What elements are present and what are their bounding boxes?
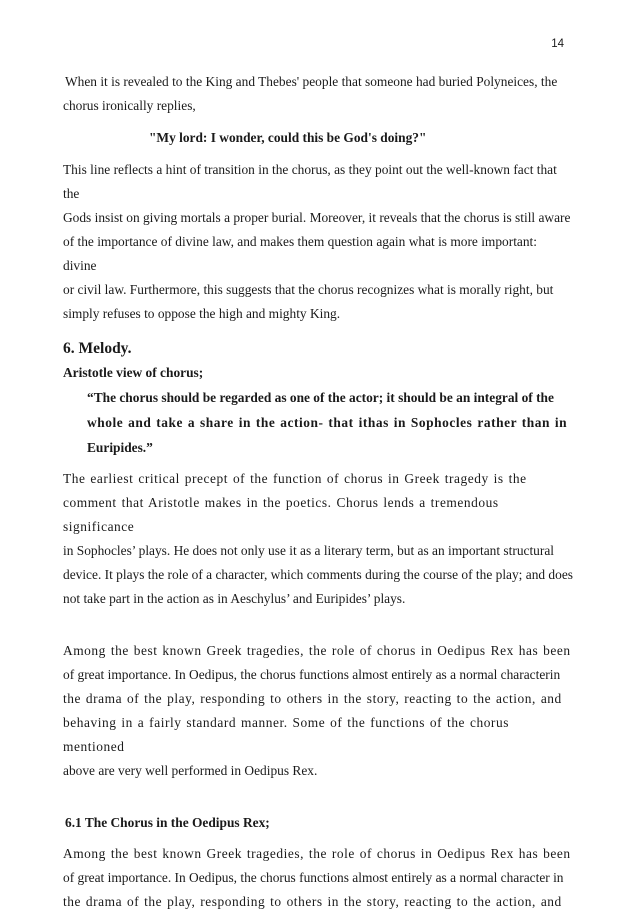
paragraph-line: of great importance. In Oedipus, the chorus functions almost entirely as a normal character in [63,870,564,885]
paragraph-line: This line reflects a hint of transition in the chorus, as they point out the well-known fact that the [63,162,557,201]
paragraph-line: the drama of the play, responding to others in the story, reacting to the action, and [63,691,562,706]
oedipus-paragraph [63,842,573,914]
paragraph-line: comment that Aristotle makes in the poetics. Chorus lends a tremendous significance [63,495,499,534]
section-heading: 6. Melody. [63,340,132,357]
paragraph-line: of great importance. In Oedipus, the chorus functions almost entirely as a normal characterin [63,667,561,682]
paragraph-line: above are very well performed in Oedipus Rex. [63,763,318,778]
antigone-quote: "My lord: I wonder, could this be God's doing?" [149,130,427,145]
paragraph-line: of the importance of divine law, and makes them question again what is more important: divine [63,234,538,273]
best-known-paragraph [63,639,573,783]
precept-paragraph [63,467,573,611]
paragraph-line: or civil law. Furthermore, this suggests that the chorus recognizes what is morally right, but [63,282,554,297]
paragraph-line: behaving in a fairly standard manner. Some of the functions of the chorus mentioned [63,715,509,754]
paragraph-line: the drama of the play, responding to others in the story, reacting to the action, and [63,894,562,909]
page-content [63,70,573,914]
subsection-heading: 6.1 The Chorus in the Oedipus Rex; [65,815,270,830]
intro-line: chorus ironically replies, [63,98,196,113]
paragraph-line: device. It plays the role of a character, which comments during the course of the play; and does [63,567,573,582]
paragraph-line: The earliest critical precept of the function of chorus in Greek tragedy is the [63,471,527,486]
block-quote-line: Euripides.” [87,440,153,455]
paragraph-line: simply refuses to oppose the high and mighty King. [63,306,341,321]
paragraph-line: in Sophocles’ plays. He does not only use it as a literary term, but as an important structural [63,543,555,558]
block-quote-line: “The chorus should be regarded as one of the actor; it should be an integral of the [87,390,554,405]
aristotle-block-quote [63,385,573,460]
intro-paragraph [63,70,573,118]
analysis-paragraph [63,158,573,326]
aristotle-heading: Aristotle view of chorus; [63,365,204,380]
page-number: 14 [551,38,564,50]
paragraph-line: Gods insist on giving mortals a proper burial. Moreover, it reveals that the chorus is still aware [63,210,571,225]
intro-line: When it is revealed to the King and Thebes' people that someone had buried Polyneices, the [65,74,558,89]
block-quote-line: whole and take a share in the action- that ithas in Sophocles rather than in [87,415,568,430]
paragraph-line: Among the best known Greek tragedies, the role of chorus in Oedipus Rex has been [63,846,571,861]
paragraph-line: not take part in the action as in Aeschylus’ and Euripides’ plays. [63,591,406,606]
paragraph-line: Among the best known Greek tragedies, the role of chorus in Oedipus Rex has been [63,643,571,658]
